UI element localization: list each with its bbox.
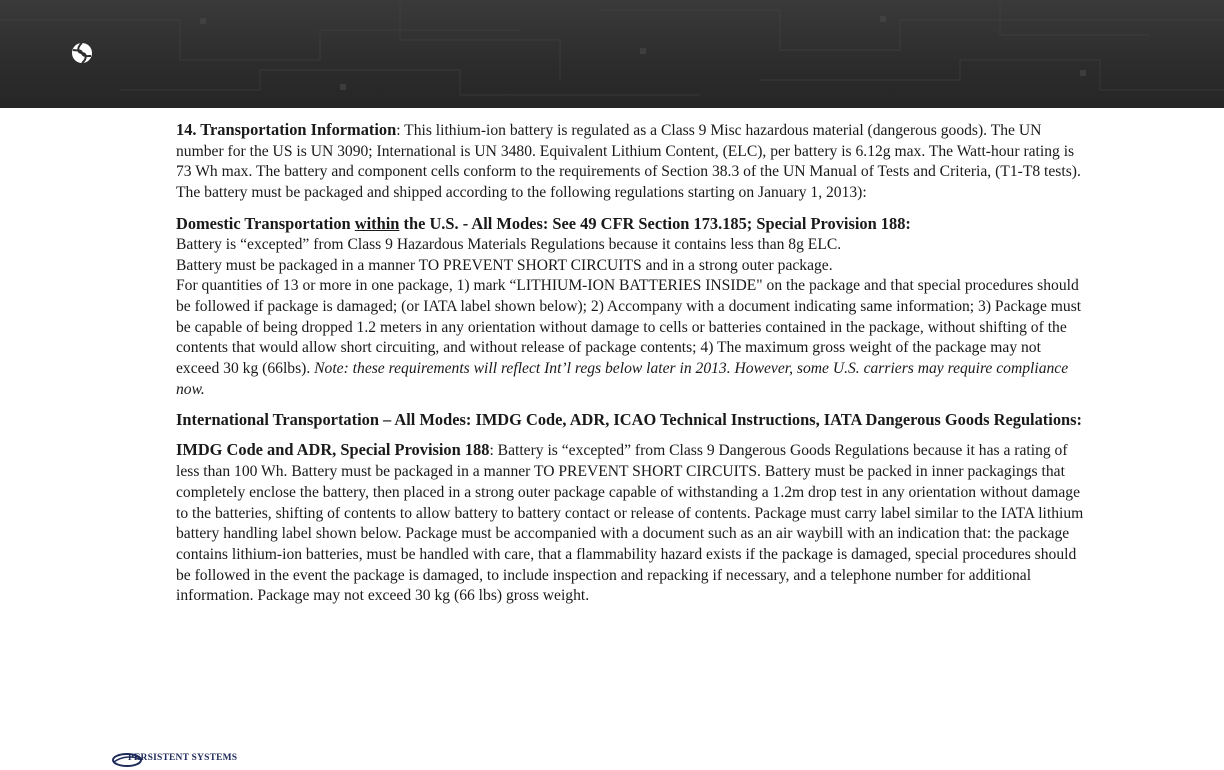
imdg-heading: IMDG Code and ADR, Special Provision 188 [176,440,490,460]
imdg-text: : Battery is “excepted” from Class 9 Dangerous Goods Regulations because it has a rating of less than 100 Wh. Battery must be packaged in a manner TO PREVENT SHORT CIRCUITS. Battery must be packed in inner packagings that completely enclose the battery, then placed in a strong outer package capable of withstanding a 1.2m drop test in any orientation without damage to the batteries, shifting of contents to allow battery to battery contact or release of contents. Package must carry label similar to the IATA lithium battery handling label shown below. Package must be accompanied with a document such as an air waybill with an indication that: the package contains lithium-ion batteries, must be handled with care, that a flammability hazard exists if the package is damaged, special procedures should be followed in the event the package is damaged, to include inspection and repacking if necessary, and a telephone number for additional information. Package may not exceed 30 kg (66 lbs) gross weight. [176,442,1084,605]
persistent-systems-logo-icon [70,41,94,65]
footer-logo [112,750,262,770]
domestic-heading-underlined: within [354,213,400,233]
section-14-text: : This lithium-ion battery is regulated as a Class 9 Misc hazardous material (dangerous goods). The UN number for the US is UN 3090; International is UN 3480. Equivalent Lithium Content, (ELC), per battery is 6.12g max. The Watt-hour rating is 73 Wh max. The battery and component cells conform to the requirements of Section 38.3 of the UN Manual of Tests and Criteria, (T1-T8 tests). The battery must be packaged and shipped according to the following regulations starting on January 1, 2013): [176,122,1081,202]
header-banner [0,0,1224,108]
section-14-heading: 14. Transportation Information [176,120,397,139]
domestic-line-1: Battery is “excepted” from Class 9 Hazardous Materials Regulations because it contains less than 8g ELC. [176,235,842,253]
header-texture [0,0,1224,108]
document-body [176,120,1088,607]
domestic-requirements: For quantities of 13 or more in one package, 1) mark “LITHIUM-ION BATTERIES INSIDE" on the package and that special procedures should be followed if package is damaged; (or IATA label shown below); 2) Accompany with a document indicating same information; 3) Package must be capable of being dropped 1.2 meters in any orientation without damage to cells or batteries contained in the package, without shifting of the contents that would allow short circuiting, and without release of package contents; 4) The maximum gross weight of the package may not exceed 30 kg (66lbs). [176,277,1082,378]
imdg-paragraph [176,440,1088,607]
domestic-heading-part-b: the U.S. - All Modes: See 49 CFR Section 173.185; Special Provision 188: [399,213,911,233]
section-14-paragraph [176,120,1088,204]
domestic-heading [176,213,1088,235]
footer-brand-name: PERSISTENT SYSTEMS [128,753,238,763]
international-heading: International Transportation – All Modes: IMDG Code, ADR, ICAO Technical Instructions, IATA Dangerous Goods Regulations: [176,410,1082,430]
domestic-note: Note: these requirements will reflect Int’l regs below later in 2013. However, some U.S. carriers may require compliance now. [176,360,1069,398]
domestic-line-2: Battery must be packaged in a manner TO PREVENT SHORT CIRCUITS and in a strong outer package. [176,256,833,274]
domestic-heading-part-a: Domestic Transportation [176,213,355,233]
domestic-line-3 [176,276,1088,400]
